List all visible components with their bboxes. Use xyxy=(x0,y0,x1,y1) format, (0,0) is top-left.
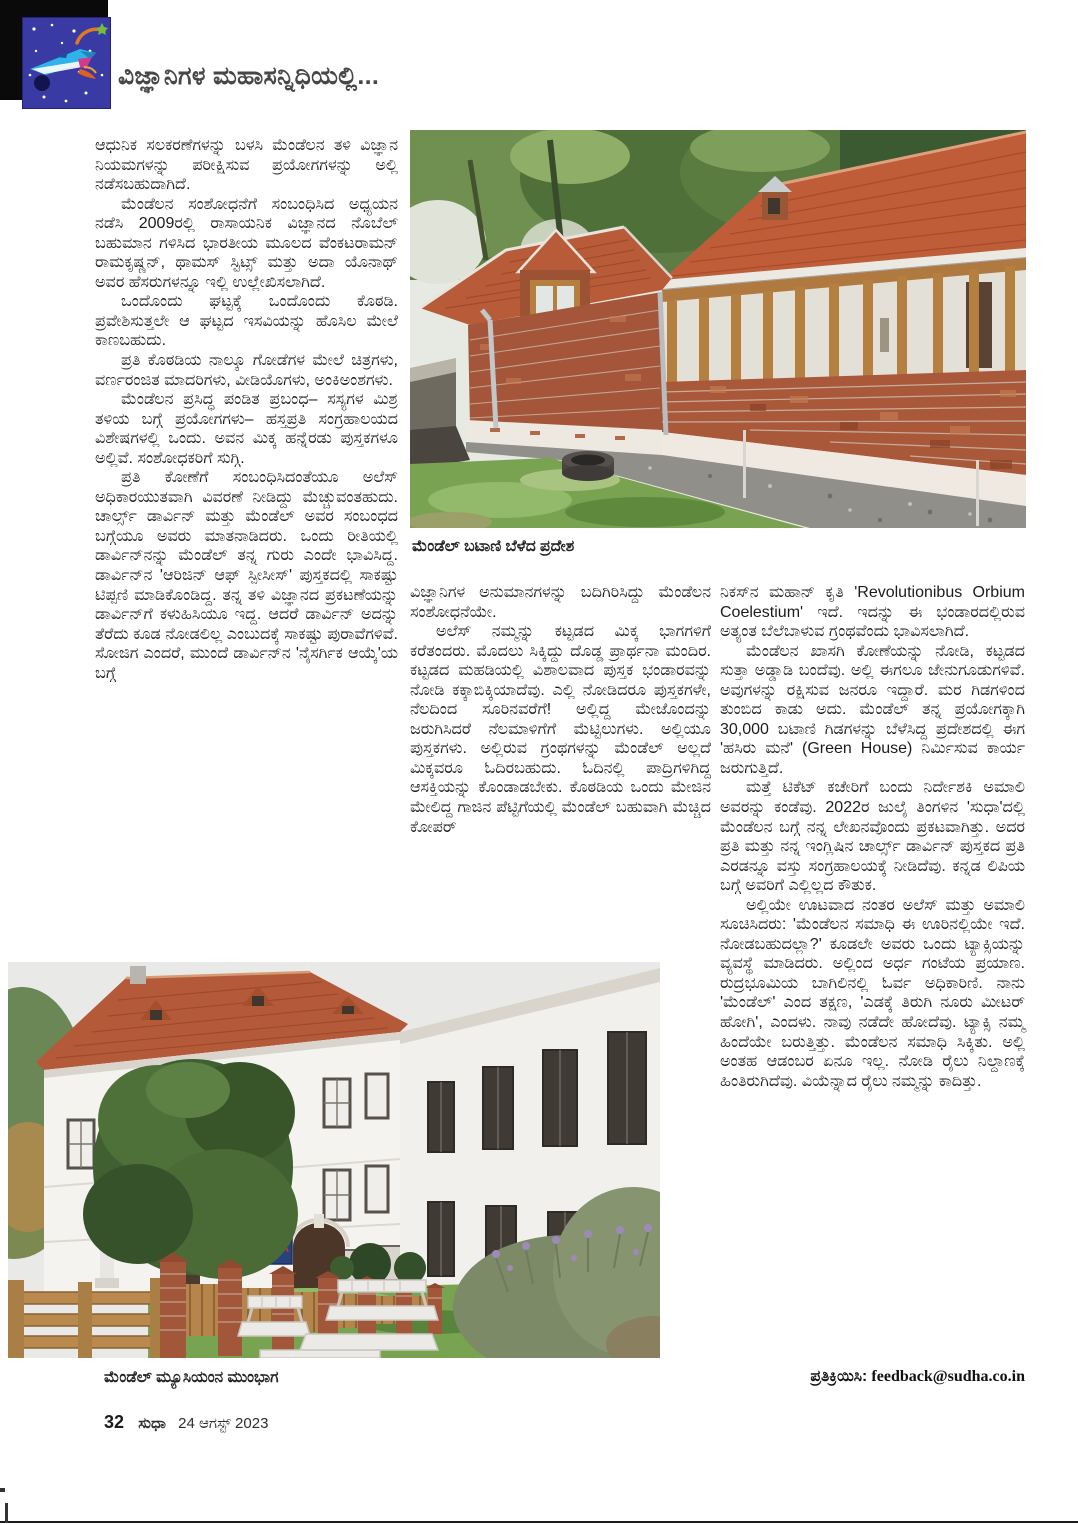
article-paragraph: ಆಧುನಿಕ ಸಲಕರಣೆಗಳನ್ನು ಬಳಸಿ ಮೆಂಡೆಲನ ತಳಿ ವಿಜ್ಞಾನ ನಿಯಮಗಳನ್ನು ಪರೀಕ್ಷಿಸುವ ಪ್ರಯೋಗಗಳನ್ನು ಅಲ್ಲಿ ನಡೆಸಬಹುದಾಗಿದೆ. xyxy=(95,137,398,194)
feedback-email[interactable]: feedback@sudha.co.in xyxy=(871,1368,1025,1385)
space-rocket-logo-icon xyxy=(22,17,111,109)
feedback-line xyxy=(720,1368,1025,1386)
article-paragraph: ಮೆಂಡೆಲನ ಸಂಶೋಧನೆಗೆ ಸಂಬಂಧಿಸಿದ ಅಧ್ಯಯನ ನಡೆಸಿ 2009ರಲ್ಲಿ ರಾಸಾಯನಿಕ ವಿಜ್ಞಾನದ ನೊಬೆಲ್ ಬಹುಮಾನ ಗಳಿಸಿದ ಭಾರತೀಯ ಮೂಲದ ವೆಂಕಟರಾಮನ್ ರಾಮಕೃಷ್ಣನ್, ಥಾಮಸ್ ಸ್ಟಿಟ್ಸ್ ಮತ್ತು ಅದಾ ಯೊನಾಥ್ ಅವರ ಹೆಸರುಗಳನ್ನೂ ಇಲ್ಲಿ ಉಲ್ಲೇಖಿಸಲಾಗಿದೆ. xyxy=(95,195,398,291)
article-paragraph: ಪ್ರತಿ ಕೊಠಡಿಯ ನಾಲ್ಕೂ ಗೋಡೆಗಳ ಮೇಲೆ ಚಿತ್ರಗಳು, ವರ್ಣರಂಜಿತ ಮಾದರಿಗಳು, ವೀಡಿಯೊಗಳು, ಅಂಕಿಅಂಶಗಳು. xyxy=(95,352,398,389)
feedback-label: ಪ್ರತಿಕ್ರಿಯಿಸಿ: xyxy=(810,1368,868,1385)
edge-tick-mark xyxy=(0,1488,5,1492)
photo-mendel-museum-front xyxy=(8,962,660,1358)
article-paragraph: ನಿಕಸ್‌ನ ಮಹಾನ್ ಕೃತಿ 'Revolutionibus Orbium Coelestium' ಇದೆ. ಇದನ್ನು ಈ ಭಂಡಾರದಲ್ಲಿರುವ ಅತ್ಯಂತ ಬೆಲೆಬಾಳುವ ಗ್ರಂಥವೆಂದು ಭಾವಿಸಲಾಗಿದೆ. xyxy=(720,584,1025,641)
issue-date: 24 ಆಗಸ್ಟ್ 2023 xyxy=(178,1415,269,1432)
article-paragraph: ವಿಜ್ಞಾನಿಗಳ ಅನುಮಾನಗಳನ್ನು ಬದಿಗಿರಿಸಿದ್ದು ಮೆಂಡೆಲನ ಸಂಶೋಧನೆಯೇ. xyxy=(410,584,711,621)
article-paragraph: ಅಲ್ಲಿಯೇ ಊಟವಾದ ನಂತರ ಅಲೆಸ್ ಮತ್ತು ಅಮಾಲಿ ಸೂಚಿಸಿದರು: 'ಮೆಂಡೆಲನ ಸಮಾಧಿ ಈ ಊರಿನಲ್ಲಿಯೇ ಇದೆ. ನೋಡಬಹುದಲ್ಲಾ?' ಕೂಡಲೇ ಅವರು ಒಂದು ಟ್ಯಾಕ್ಸಿಯನ್ನು ವ್ಯವಸ್ಥೆ ಮಾಡಿದರು. ಅಲ್ಲಿಂದ ಅರ್ಧ ಗಂಟೆಯ ಪ್ರಯಾಣ. ರುದ್ರಭೂಮಿಯ ಬಾಗಿಲಿನಲ್ಲಿ ಓರ್ವ ಅಧಿಕಾರಿಣಿ. ನಾನು 'ಮೆಂಡೆಲ್' ಎಂದ ತಕ್ಷಣ, 'ಎಡಕ್ಕೆ ತಿರುಗಿ ನೂರು ಮೀಟರ್ ಹೋಗಿ', ಎಂದಳು. ನಾವು ನಡೆದೇ ಹೋದೆವು. ಟ್ಯಾಕ್ಸಿ ನಮ್ಮ ಹಿಂದೆಯೇ ಬರುತ್ತಿತ್ತು. ಮೆಂಡೆಲನ ಸಮಾಧಿ ಸಿಕ್ಕಿತು. ಅಲ್ಲಿ ಅಂತಹ ಆಡಂಬರ ಏನೂ ಇಲ್ಲ. ನೋಡಿ ರೈಲು ನಿಲ್ದಾಣಕ್ಕೆ ಹಿಂತಿರುಗಿದೆವು. ವಿಯೆನ್ನಾದ ರೈಲು ನಮ್ಮನ್ನು ಕಾದಿತ್ತು. xyxy=(720,896,1025,1090)
top-photo-caption: ಮೆಂಡೆಲ್ ಬಟಾಣಿ ಬೆಳೆದ ಪ್ರದೇಶ xyxy=(412,538,575,555)
article-paragraph: ಅಲೆಸ್ ನಮ್ಮನ್ನು ಕಟ್ಟಡದ ಮಿಕ್ಕ ಭಾಗಗಳಿಗೆ ಕರೆತಂದರು. ಮೊದಲು ಸಿಕ್ಕಿದ್ದು ದೊಡ್ಡ ಪ್ರಾರ್ಥನಾ ಮಂದಿರ. ಕಟ್ಟಡದ ಮಹಡಿಯಲ್ಲಿ ವಿಶಾಲವಾದ ಪುಸ್ತಕ ಭಂಡಾರವನ್ನು ನೋಡಿ ಕಕ್ಕಾಬಿಕ್ಕಿಯಾದೆವು. ಎಲ್ಲಿ ನೋಡಿದರೂ ಪುಸ್ತಕಗಳೇ, ನೆಲದಿಂದ ಸೂರಿನವರೆಗೆ! ಅಲ್ಲಿದ್ದ ಮೇಜೊಂದನ್ನು ಜರುಗಿಸಿದರೆ ನೆಲಮಾಳಿಗೆಗೆ ಮೆಟ್ಟಿಲುಗಳು. ಅಲ್ಲಿಯೂ ಪುಸ್ತಕಗಳು. ಅಲ್ಲಿರುವ ಗ್ರಂಥಗಳನ್ನು ಮೆಂಡೆಲ್ ಅಲ್ಲದೆ ಮಿಕ್ಕವರೂ ಓದಿರಬಹುದು. ಓದಿನಲ್ಲಿ ಪಾದ್ರಿಗಳಿಗಿದ್ದ ಆಸಕ್ತಿಯನ್ನು ಕೊಂಡಾಡಬೇಕು. ಕೊಠಡಿಯ ಒಂದು ಮೇಜಿನ ಮೇಲಿದ್ದ ಗಾಜಿನ ಪೆಟ್ಟಿಗೆಯಲ್ಲಿ ಮೆಂಡೆಲ್ ಬಹುವಾಗಿ ಮೆಚ್ಚಿದ ಕೋಪರ್ xyxy=(410,623,711,836)
article-paragraph: ಮೆಂಡೆಲನ ಖಾಸಗಿ ಕೋಣೆಯನ್ನು ನೋಡಿ, ಕಟ್ಟಡದ ಸುತ್ತಾ ಅಡ್ಡಾಡಿ ಬಂದೆವು. ಅಲ್ಲಿ ಈಗಲೂ ಜೇನುಗೂಡುಗಳಿವೆ. ಅವುಗಳನ್ನು ರಕ್ಷಿಸುವ ಜನರೂ ಇದ್ದಾರೆ. ಮರ ಗಿಡಗಳಿಂದ ತುಂಬಿದ ಕಾಡು ಅದು. ಮೆಂಡೆಲ್ ತನ್ನ ಪ್ರಯೋಗಕ್ಕಾಗಿ 30,000 ಬಟಾಣಿ ಗಿಡಗಳನ್ನು ಬೆಳೆಸಿದ್ದ ಪ್ರದೇಶದಲ್ಲಿ ಈಗ 'ಹಸಿರು ಮನೆ' (Green House) ನಿರ್ಮಿಸುವ ಕಾರ್ಯ ಜರುಗುತ್ತಿದೆ. xyxy=(720,642,1025,777)
page-number: 32 xyxy=(104,1412,125,1432)
edge-tick-mark xyxy=(5,1503,8,1523)
page-title: ವಿಜ್ಞಾನಿಗಳ ಮಹಾಸನ್ನಿಧಿಯಲ್ಲಿ... xyxy=(118,62,380,90)
article-paragraph: ಮೆಂಡೆಲನ ಪ್ರಸಿದ್ಧ ಪಂಡಿತ ಪ್ರಬಂಧ– ಸಸ್ಯಗಳ ಮಿಶ್ರ ತಳಿಯ ಬಗ್ಗೆ ಪ್ರಯೋಗಗಳು– ಹಸ್ತಪ್ರತಿ ಸಂಗ್ರಹಾಲಯದ ವಿಶೇಷಗಳಲ್ಲಿ ಒಂದು. ಅವನ ಮಿಕ್ಕ ಹನ್ನೆರಡು ಪುಸ್ತಕಗಳೂ ಅಲ್ಲಿವೆ. ಸಂಶೋಧಕರಿಗೆ ಸುಗ್ಗಿ. xyxy=(95,391,398,467)
bottom-photo-caption: ಮೆಂಡೆಲ್ ಮ್ಯೂಸಿಯಂನ ಮುಂಭಾಗ xyxy=(104,1369,279,1386)
photo-mendel-pea-area xyxy=(410,130,1026,528)
article-paragraph: ಮತ್ತೆ ಟಿಕೆಟ್ ಕಚೇರಿಗೆ ಬಂದು ನಿರ್ದೇಶಕಿ ಅಮಾಲಿ ಅವರನ್ನು ಕಂಡೆವು. 2022ರ ಜುಲೈ ತಿಂಗಳಿನ 'ಸುಧಾ'ದಲ್ಲಿ ಮೆಂಡೆಲನ ಬಗ್ಗೆ ನನ್ನ ಲೇಖನವೊಂದು ಪ್ರಕಟವಾಗಿತ್ತು. ಅದರ ಪ್ರತಿ ಮತ್ತು ನನ್ನ ಇಂಗ್ಲಿಷಿನ ಚಾರ್ಲ್ಸ್ ಡಾರ್ವಿನ್ ಪುಸ್ತಕದ ಪ್ರತಿ ಎರಡನ್ನೂ ವಸ್ತು ಸಂಗ್ರಹಾಲಯಕ್ಕೆ ನೀಡಿದೆವು. ಕನ್ನಡ ಲಿಪಿಯ ಬಗ್ಗೆ ಅವರಿಗೆ ಎಲ್ಲಿಲ್ಲದ ಕೌತುಕ. xyxy=(720,779,1025,895)
bottom-edge-rule xyxy=(0,1521,1078,1523)
article-column-left xyxy=(95,136,398,958)
article-column-middle xyxy=(410,583,711,957)
article-paragraph: ಪ್ರತಿ ಕೋಣೆಗೆ ಸಂಬಂಧಿಸಿದಂತೆಯೂ ಅಲೆಸ್ ಅಧಿಕಾರಯುತವಾಗಿ ವಿವರಣೆ ನೀಡಿದ್ದು ಮೆಚ್ಚುವಂತಹುದು. ಚಾರ್ಲ್ಸ್ ಡಾರ್ವಿನ್ ಮತ್ತು ಮೆಂಡೆಲ್ ಅವರ ಸಂಬಂಧದ ಬಗ್ಗೆಯೂ ಅವರು ಮಾತನಾಡಿದರು. ಒಂದು ರೀತಿಯಲ್ಲಿ ಡಾರ್ವಿನ್‌ನನ್ನು ಮೆಂಡೆಲ್ ತನ್ನ ಗುರು ಎಂದೇ ಭಾವಿಸಿದ್ದ. ಡಾರ್ವಿನ್‌ನ 'ಆರಿಜಿನ್ ಆಫ್ ಸ್ಪೀಸೀಸ್' ಪುಸ್ತಕದಲ್ಲಿ ಸಾಕಷ್ಟು ಟಿಪ್ಪಣಿ ಮಾಡಿಕೊಂಡಿದ್ದ. ತನ್ನ ತಳಿ ವಿಜ್ಞಾನದ ಪ್ರಕಟಣೆಯನ್ನು ಡಾರ್ವಿನ್‌ಗೆ ಕಳುಹಿಸಿಯೂ ಇದ್ದ. ಆದರೆ ಡಾರ್ವಿನ್ ಅದನ್ನು ತೆರೆದು ಕೂಡ ನೋಡಲಿಲ್ಲ ಎಂಬುದಕ್ಕೆ ಸಾಕಷ್ಟು ಪುರಾವೆಗಳಿವೆ. ಸೋಜಿಗ ಎಂದರೆ, ಮುಂದೆ ಡಾರ್ವಿನ್‌ನ 'ನೈಸರ್ಗಿಕ ಆಯ್ಕೆ'ಯ ಬಗ್ಗೆ xyxy=(95,469,398,682)
magazine-name: ಸುಧಾ xyxy=(138,1415,166,1432)
article-column-right xyxy=(720,583,1025,1375)
article-paragraph: ಒಂದೊಂದು ಘಟ್ಟಕ್ಕೆ ಒಂದೊಂದು ಕೊಠಡಿ. ಪ್ರವೇಶಿಸುತ್ತಲೇ ಆ ಘಟ್ಟದ ಇಸವಿಯನ್ನು ಹೊಸಿಲ ಮೇಲೆ ಕಾಣಬಹುದು. xyxy=(95,293,398,350)
page-footer xyxy=(104,1412,268,1433)
space-logo-graphic xyxy=(22,17,111,109)
